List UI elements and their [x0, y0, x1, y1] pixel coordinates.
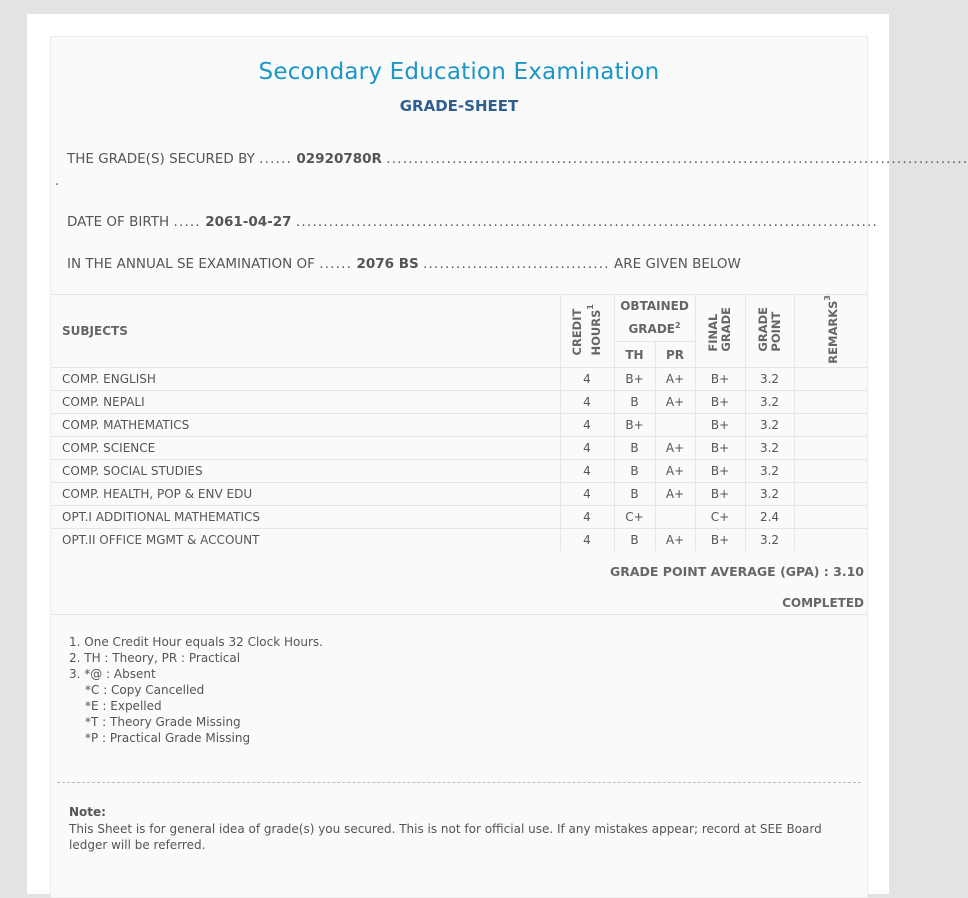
- credit-cell: 4: [560, 528, 614, 551]
- th-grade-cell: B: [614, 528, 655, 551]
- remarks-cell: [794, 436, 867, 459]
- credit-cell: 4: [560, 482, 614, 505]
- credit-cell: 4: [560, 367, 614, 390]
- remarks-cell: [794, 390, 867, 413]
- page: [27, 14, 968, 894]
- grade-point-cell: 3.2: [745, 390, 794, 413]
- divider: [51, 614, 867, 615]
- subject-cell: COMP. HEALTH, POP & ENV EDU: [51, 482, 560, 505]
- disclaimer-text: This Sheet is for general idea of grade(s) you secured. This is not for official use. If any mistakes appear; record at SEE Board ledger will be referred.: [69, 822, 822, 852]
- pr-grade-cell: A+: [655, 528, 695, 551]
- remarks-cell: [794, 528, 867, 551]
- note-item: *T : Theory Grade Missing: [85, 715, 241, 729]
- secured-by-label: THE GRADE(S) SECURED BY: [67, 151, 255, 167]
- subject-cell: COMP. MATHEMATICS: [51, 413, 560, 436]
- result-status: COMPLETED: [782, 596, 864, 610]
- credit-cell: 4: [560, 459, 614, 482]
- obtained-grade-header: OBTAINED GRADE$^2$: [614, 295, 695, 342]
- th-grade-cell: B+: [614, 413, 655, 436]
- note-item: 1. One Credit Hour equals 32 Clock Hours.: [69, 635, 323, 649]
- pr-header: PR: [655, 342, 695, 367]
- grades-table: [51, 294, 867, 551]
- remarks-cell: [794, 413, 867, 436]
- remarks-cell: [794, 505, 867, 528]
- subjects-header: SUBJECTS: [51, 295, 560, 368]
- final-grade-cell: B+: [695, 413, 745, 436]
- pr-grade-cell: A+: [655, 436, 695, 459]
- exam-year: 2076 BS: [356, 256, 419, 272]
- grade-point-cell: 3.2: [745, 436, 794, 459]
- legend-notes: [69, 634, 323, 746]
- final-grade-cell: B+: [695, 367, 745, 390]
- subject-cell: OPT.I ADDITIONAL MATHEMATICS: [51, 505, 560, 528]
- grade-point-cell: 3.2: [745, 482, 794, 505]
- dashed-divider: [57, 782, 861, 783]
- final-grade-cell: B+: [695, 482, 745, 505]
- pr-grade-cell: A+: [655, 390, 695, 413]
- table-row: [51, 459, 867, 482]
- pr-grade-cell: [655, 413, 695, 436]
- sheet-subtitle: GRADE-SHEET: [399, 97, 519, 115]
- pr-grade-cell: [655, 505, 695, 528]
- dob-label: DATE OF BIRTH: [67, 214, 170, 230]
- th-grade-cell: C+: [614, 505, 655, 528]
- credit-cell: 4: [560, 505, 614, 528]
- table-row: [51, 367, 867, 390]
- grade-point-cell: 3.2: [745, 413, 794, 436]
- symbol-number: 02920780R: [296, 151, 382, 167]
- exam-title: Secondary Education Examination: [258, 59, 660, 85]
- exam-label: IN THE ANNUAL SE EXAMINATION OF: [67, 256, 315, 272]
- remarks-cell: [794, 482, 867, 505]
- table-row: [51, 482, 867, 505]
- table-row: [51, 528, 867, 551]
- remarks-header: REMARKS$^3$: [794, 295, 867, 368]
- th-grade-cell: B: [614, 390, 655, 413]
- note-item: *C : Copy Cancelled: [85, 683, 205, 697]
- dob-line: DATE OF BIRTH ..... 2061-04-27 ..........................................................................................................: [67, 214, 878, 230]
- credit-cell: 4: [560, 390, 614, 413]
- th-grade-cell: B+: [614, 367, 655, 390]
- remarks-cell: [794, 459, 867, 482]
- th-grade-cell: B: [614, 459, 655, 482]
- subject-cell: COMP. SOCIAL STUDIES: [51, 459, 560, 482]
- credit-hours-header: CREDIT HOURS$^1$: [560, 295, 614, 368]
- th-grade-cell: B: [614, 482, 655, 505]
- pr-grade-cell: A+: [655, 367, 695, 390]
- note-item: *P : Practical Grade Missing: [85, 731, 251, 745]
- remarks-cell: [794, 367, 867, 390]
- th-header: TH: [614, 342, 655, 367]
- table-row: [51, 413, 867, 436]
- subject-cell: OPT.II OFFICE MGMT & ACCOUNT: [51, 528, 560, 551]
- grade-point-cell: 2.4: [745, 505, 794, 528]
- exam-line: IN THE ANNUAL SE EXAMINATION OF ...... 2076 BS .................................. ARE GIVEN BELOW: [67, 256, 741, 272]
- credit-cell: 4: [560, 436, 614, 459]
- dot-overflow: .: [55, 174, 60, 189]
- table-row: [51, 505, 867, 528]
- table-row: [51, 390, 867, 413]
- final-grade-cell: C+: [695, 505, 745, 528]
- subject-cell: COMP. NEPALI: [51, 390, 560, 413]
- grade-sheet: [50, 36, 968, 898]
- final-grade-header: FINAL GRADE: [695, 295, 745, 368]
- disclaimer-heading: Note:: [69, 805, 106, 819]
- th-grade-cell: B: [614, 436, 655, 459]
- final-grade-cell: B+: [695, 390, 745, 413]
- dob-value: 2061-04-27: [205, 214, 292, 230]
- final-grade-cell: B+: [695, 459, 745, 482]
- table-row: [51, 436, 867, 459]
- note-item: *E : Expelled: [85, 699, 162, 713]
- subject-cell: COMP. SCIENCE: [51, 436, 560, 459]
- pr-grade-cell: A+: [655, 482, 695, 505]
- grade-point-cell: 3.2: [745, 459, 794, 482]
- credit-cell: 4: [560, 413, 614, 436]
- grade-point-header: GRADE POINT: [745, 295, 794, 368]
- note-item: 2. TH : Theory, PR : Practical: [69, 651, 241, 665]
- final-grade-cell: B+: [695, 528, 745, 551]
- given-below-label: ARE GIVEN BELOW: [614, 256, 741, 272]
- grade-point-cell: 3.2: [745, 528, 794, 551]
- secured-by-line: THE GRADE(S) SECURED BY ...... 02920780R ..........................................................................................................: [67, 151, 968, 167]
- subject-cell: COMP. ENGLISH: [51, 367, 560, 390]
- pr-grade-cell: A+: [655, 459, 695, 482]
- note-item: 3. *@ : Absent: [69, 667, 156, 681]
- grade-point-cell: 3.2: [745, 367, 794, 390]
- gpa-summary: GRADE POINT AVERAGE (GPA) : 3.10: [609, 564, 864, 579]
- final-grade-cell: B+: [695, 436, 745, 459]
